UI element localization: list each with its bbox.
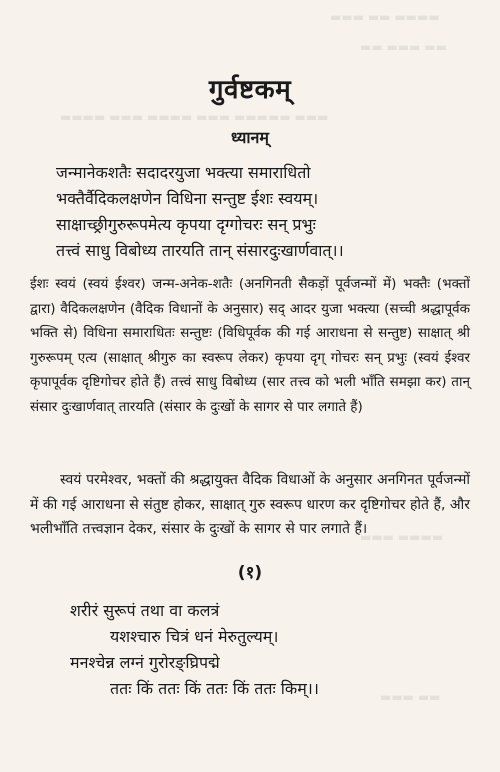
verse-line: मनश्चेन्न लग्नं गुरोरङ्घ्रिपद्मे <box>70 653 220 672</box>
bleed-through-texture: ▬▬▬ ▬▬ ▬▬▬▬ <box>330 10 440 24</box>
section-subtitle: ध्यानम् <box>231 128 269 147</box>
verse-line: भक्तैर्वैदिकलक्षणेन विधिना सन्तुष्ट ईशः स्वयम्। <box>56 189 319 208</box>
verse-line: यशश्चारु चित्रं धनं मेरुतुल्यम्। <box>110 627 279 646</box>
bleed-through-texture: ▬▬▬ ▬▬ <box>380 690 441 704</box>
verse-line: शरीरं सुरूपं तथा वा कलत्रं <box>70 601 220 620</box>
verse-line: तत्त्वं साधु विबोध्य तारयति तान् संसारदुःखार्णवात्।। <box>56 241 344 260</box>
verse-line: जन्मानेकशतैः सदादरयुजा भक्त्या समाराधितो <box>56 163 311 182</box>
bleed-through-texture: ▬▬ ▬▬▬ ▬▬ <box>360 40 447 54</box>
sanskrit-verse-meditation <box>56 160 460 264</box>
verse-line: साक्षाच्छ्रीगुरुरूपमेत्य कृपया दृग्गोचरः सन् प्रभुः <box>56 215 316 234</box>
page-title: गुर्वष्टकम् <box>208 75 292 105</box>
word-meaning-paragraph: ईशः स्वयं (स्वयं ईश्वर) जन्म-अनेक-शतैः (अनगिनती सैकड़ों पूर्वजन्मों में) भक्तैः (भक्तों द्वारा) वैदिकलक्षणेन (वैदिक विधानों के अनुसार) सद् आदर युजा भक्त्या (सच्ची श्रद्धापूर्वक भक्ति से) विधिना समाराधितः सन्तुष्टः (विधिपूर्वक की गई आराधना से सन्तुष्ट) साक्षात् श्री गुरुरूपम् एत्य (साक्षात् श्रीगुरु का स्वरूप लेकर) कृपया दृग् गोचरः सन् प्रभुः (स्वयं ईश्वर कृपापूर्वक दृष्टिगोचर होते हैं) तत्त्वं साधु विबोध्य (सार तत्त्व को भली भाँति समझा कर) तान् संसार दुःखार्णवात् तारयति (संसार के दुःखों के सागर से पार लगाते हैं) <box>30 276 470 415</box>
bleed-through-texture: ▬▬▬▬ ▬▬▬ ▬▬▬▬ ▬▬▬ ▬▬▬▬▬ ▬▬▬ <box>60 110 329 124</box>
verse-line: ततः किं ततः किं ततः किं ततः किम्।। <box>110 679 319 698</box>
verse-number: (१) <box>237 563 263 583</box>
sanskrit-verse-1 <box>70 598 460 702</box>
bleed-through-texture: ▬▬▬ ▬▬▬▬ <box>360 530 444 544</box>
translation-paragraph: स्वयं परमेश्वर, भक्तों की श्रद्धायुक्त वैदिक विधाओं के अनुसार अनगिनत पूर्वजन्मों में की गई आराधना से संतुष्ट होकर, साक्षात् गुरु स्वरूप धारण कर दृष्टिगोचर होते हैं, और भलीभाँति तत्त्वज्ञान देकर, संसार के दुःखों के सागर से पार लगाते हैं। <box>30 472 470 537</box>
